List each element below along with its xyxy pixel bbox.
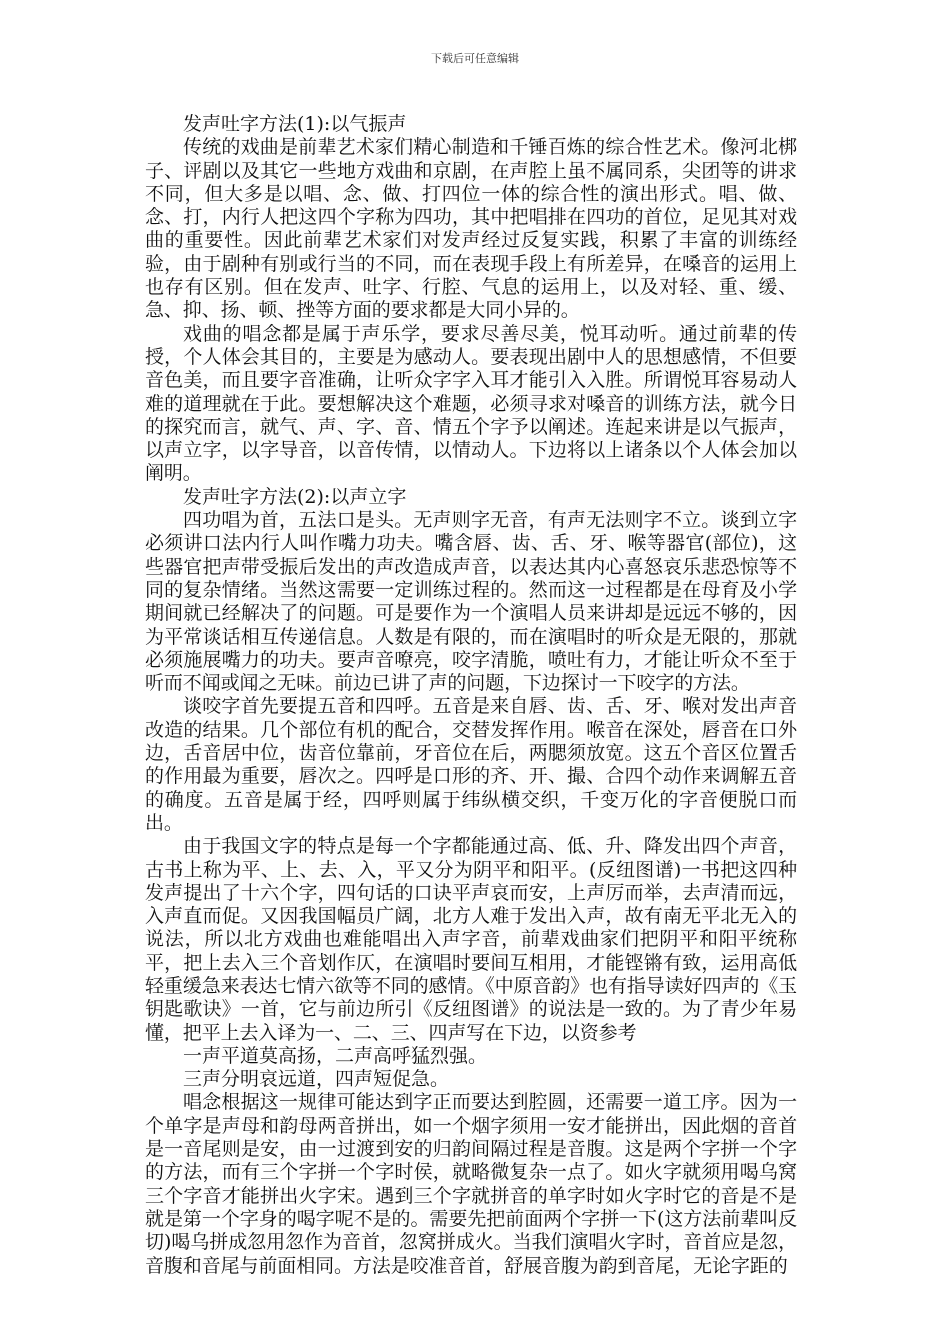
paragraph: 传统的戏曲是前辈艺术家们精心制造和千锤百炼的综合性艺术。像河北梆子、评剧以及其它一些地方戏曲和京剧，在声腔上虽不属同系，尖团等的讲求不同，但大多是以唱、念、做、打四位一体的综合性的演出形式。唱、做、念、打，内行人把这四个字称为四功，其中把唱排在四功的首位，足见其对戏曲的重要性。因此前辈艺术家们对发声经过反复实践，积累了丰富的训练经验，由于剧种有别或行当的不同，而在表现手段上有所差异，在嗓音的运用上也存有区别。但在发声、吐字、行腔、气息的运用上，以及对轻、重、缓、急、抑、扬、顿、挫等方面的要求都是大同小异的。 (145, 136, 797, 322)
paragraph: 谈咬字首先要提五音和四呼。五音是来自唇、齿、舌、牙、喉对发出声音改造的结果。几个部位有机的配合，交替发挥作用。喉音在深处，唇音在口外边，舌音居中位，齿音位靠前，牙音位在后，两腮须放宽。这五个音区位置舌的作用最为重要，唇次之。四呼是口形的齐、开、撮、合四个动作来调解五音的确度。五音是属于经，四呼则属于纬纵横交织，千变万化的字音便脱口而出。 (145, 695, 797, 834)
document-body (145, 113, 797, 1278)
page-header-note: 下载后可任意编辑 (431, 52, 519, 65)
section-heading: 发声吐字方法(1):以气振声 (183, 113, 407, 135)
paragraph: 四功唱为首，五法口是头。无声则字无音，有声无法则字不立。谈到立字必须讲口法内行人叫作嘴力功夫。嘴含唇、齿、舌、牙、喉等器官(部位)，这些器官把声带受振后发出的声改造成声音，以表达其内心喜怒哀乐悲恐惊等不同的复杂情绪。当然这需要一定训练过程的。然而这一过程都是在母育及小学期间就已经解决了的问题。可是要作为一个演唱人员来讲却是远远不够的，因为平常谈话相互传递信息。人数是有限的，而在演唱时的听众是无限的，那就必须施展嘴力的功夫。要声音嘹亮，咬字清脆，喷吐有力，才能让听众不至于听而不闻或闻之无味。前边已讲了声的问题，下边探讨一下咬字的方法。 (145, 509, 797, 695)
verse-line: 一声平道莫高扬，二声高呼猛烈强。 (183, 1044, 488, 1067)
paragraph: 由于我国文字的特点是每一个字都能通过高、低、升、降发出四个声音，古书上称为平、上、去、入，平又分为阴平和阳平。(反纽图谱)一书把这四种发声提出了十六个字，四句话的口诀平声哀而安，上声厉而举，去声清而远，入声直而促。又因我国幅员广阔，北方人难于发出入声，故有南无平北无入的说法，所以北方戏曲也难能唱出入声字音，前辈戏曲家们把阴平和阳平统称平，把上去入三个音划作仄，在演唱时要间互相用，才能铿锵有致，运用高低轻重缓急来表达七情六欲等不同的感情。《中原音韵》也有指导读好四声的《玉钥匙歌诀》一首，它与前边所引《反纽图谱》的说法是一致的。为了青少年易懂，把平上去入译为一、二、三、四声写在下边，以资参考 (145, 835, 798, 1044)
paragraph: 唱念根据这一规律可能达到字正而要达到腔圆，还需要一道工序。因为一个单字是声母和韵母两音拼出，如一个烟字须用一安才能拼出，因此烟的音首是一音尾则是安，由一过渡到安的归韵间隔过程是音腹。这是两个字拼一个字的方法，而有三个字拼一个字时侯，就略微复杂一点了。如火字就须用喝乌窝三个字音才能拼出火字宋。遇到三个字就拼音的单字时如火字时它的音是不是就是第一个字身的喝字呢不是的。需要先把前面两个字拼一下(这方法前辈叫反切)喝乌拼成忽用忽作为音首，忽窝拼成火。当我们演唱火字时，音首应是忽，音腹和音尾与前面相同。方法是咬准音首，舒展音腹为韵到音尾，无论字距的 (145, 1091, 797, 1277)
verse-line: 三声分明哀远道，四声短促急。 (183, 1068, 450, 1091)
paragraph: 戏曲的唱念都是属于声乐学，要求尽善尽美，悦耳动听。通过前辈的传授，个人体会其目的，主要是为感动人。要表现出剧中人的思想感情，不但要音色美，而且要字音准确，让听众字字入耳才能引入入胜。所谓悦耳容易动人难的道理就在于此。要想解决这个难题，必须寻求对嗓音的训练方法，就今日的探究而言，就气、声、字、音、情五个字予以阐述。连起来讲是以气振声，以声立字，以字导音，以音传情，以情动人。下边将以上诸条以个人体会加以阐明。 (145, 322, 797, 485)
section-heading: 发声吐字方法(2):以声立字 (183, 485, 407, 508)
